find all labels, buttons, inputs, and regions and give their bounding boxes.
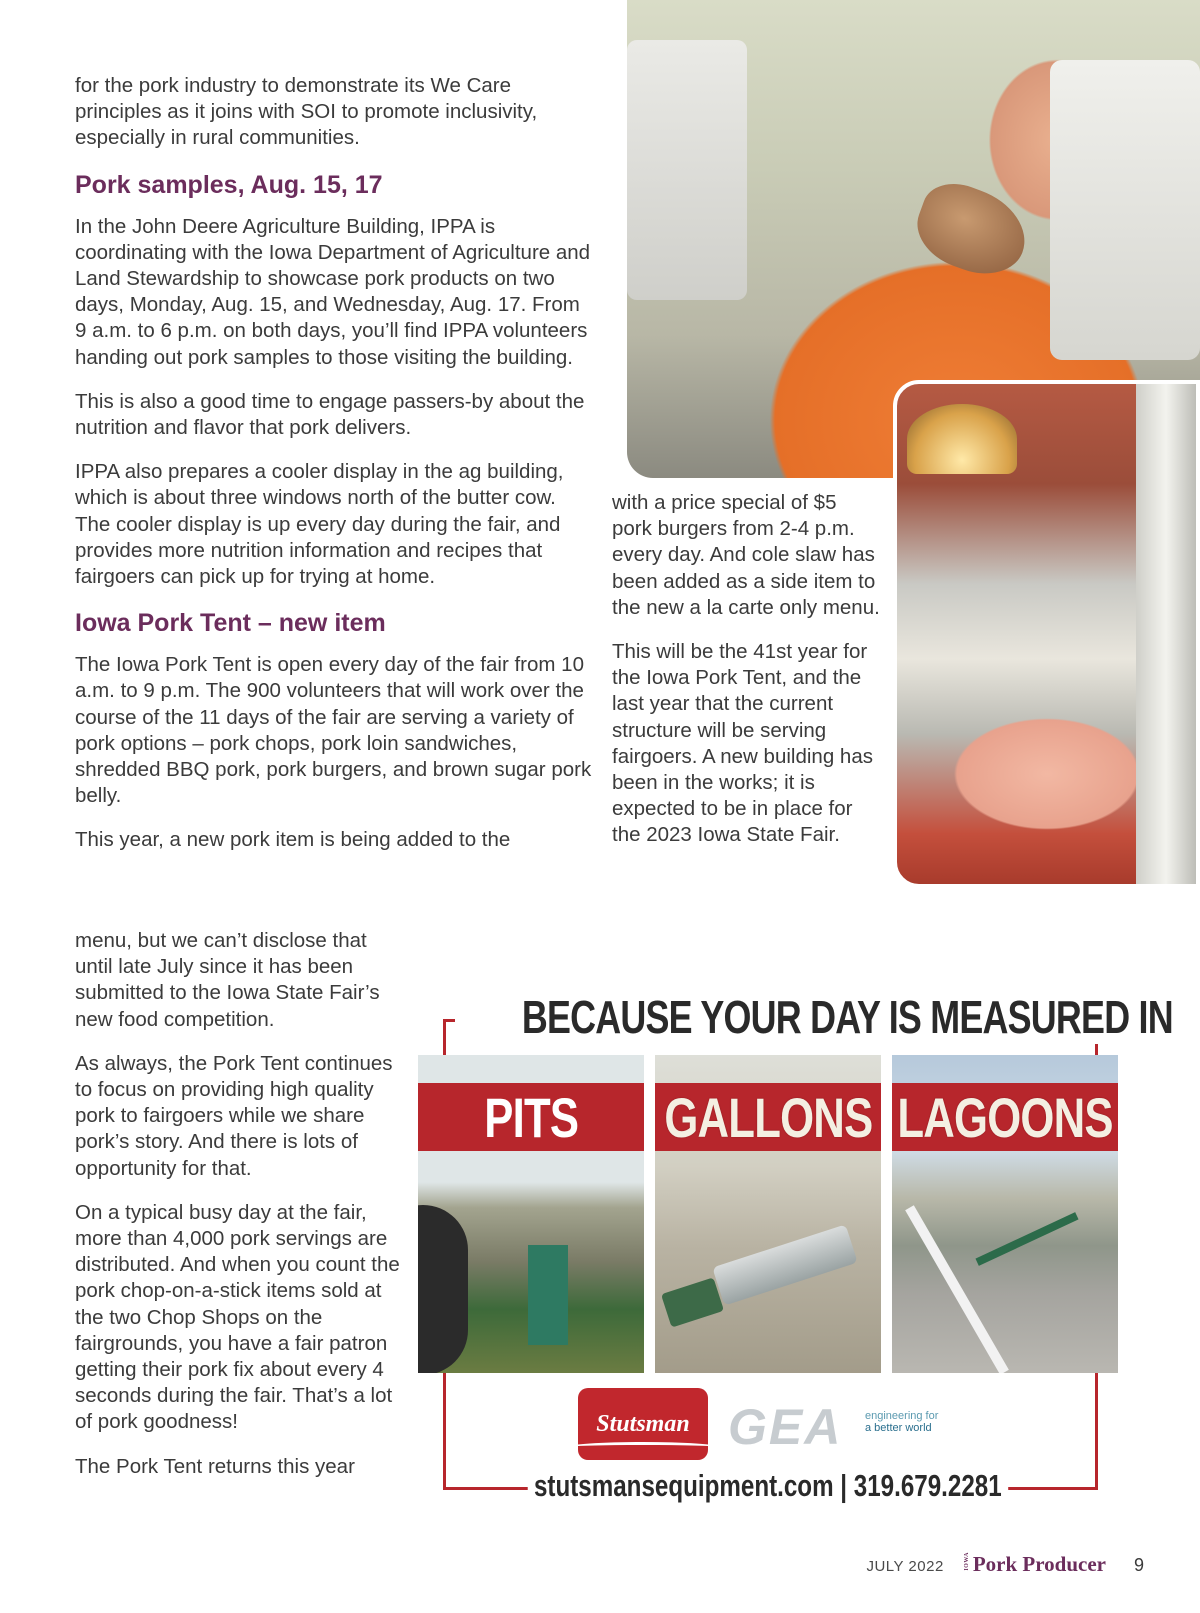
left-article-column	[75, 73, 595, 854]
right-article-column	[612, 490, 882, 867]
page-footer	[866, 1552, 1144, 1577]
page-number: 9	[1133, 1555, 1144, 1575]
ad-photo-tractor	[661, 1277, 724, 1327]
magazine-brand	[964, 1552, 1106, 1577]
photo-pen-rail	[1136, 384, 1196, 884]
ad-photo-tanker	[712, 1224, 858, 1305]
paragraph: with a price special of $5 pork burgers from 2-4 p.m. every day. And cole slaw has been added as a side item to the new a la carte only menu.	[612, 491, 880, 619]
issue-date: JULY 2022	[866, 1558, 944, 1575]
ad-photo-agitator-arm	[905, 1205, 1009, 1373]
paragraph: This will be the 41st year for the Iowa Pork Tent, and the last year that the current structure will be serving fairgoers. A new building has been in the works; it is expected to be in place for the 2023 Iowa State Fair.	[612, 640, 873, 847]
brand-small: IOWA	[963, 1552, 970, 1571]
heading-pork-tent: Iowa Pork Tent – new item	[75, 609, 386, 638]
gea-logo[interactable]: GEA	[728, 1399, 843, 1455]
ad-photo-boom	[975, 1212, 1078, 1266]
gea-tagline-line: engineering for	[865, 1410, 939, 1422]
heading-pork-samples: Pork samples, Aug. 15, 17	[75, 170, 383, 199]
gea-tagline	[865, 1410, 938, 1434]
stutsman-logo[interactable]	[578, 1388, 708, 1460]
ad-panel-label: PITS	[484, 1085, 578, 1149]
gea-tagline-line: a better world	[865, 1422, 932, 1434]
ad-photo-pump	[528, 1245, 568, 1345]
ad-panel-lagoons	[892, 1055, 1118, 1373]
photo-pork-chop	[907, 174, 1038, 287]
ad-contact-link[interactable]: stutsmansequipment.com | 319.679.2281	[528, 1468, 1008, 1504]
paragraph: This year, a new pork item is being added to the	[75, 828, 511, 852]
ad-panel-label: GALLONS	[663, 1085, 873, 1149]
brand-name: Pork Producer	[972, 1552, 1106, 1576]
photo-background-chair	[627, 40, 747, 300]
ad-headline: BECAUSE YOUR DAY IS MEASURED IN	[512, 990, 1182, 1044]
logo-swoosh	[578, 1442, 708, 1452]
stutsman-logo-text: Stutsman	[596, 1410, 690, 1437]
paragraph: On a typical busy day at the fair, more than 4,000 pork servings are distributed. And when you count the pork chop-on-a-stick items sold at the two Chop Shops on the fairgrounds, you have a fair patron getting their pork fix about every 4 seconds during the fair. That’s a lot of pork goodness!	[75, 1200, 400, 1434]
ad-panel-label: LAGOONS	[897, 1085, 1113, 1149]
paragraph: The Pork Tent returns this year	[75, 1454, 355, 1478]
paragraph: This is also a good time to engage passers-by about the nutrition and flavor that pork delivers.	[75, 389, 585, 440]
paragraph: The Iowa Pork Tent is open every day of the fair from 10 a.m. to 9 p.m. The 900 volunteers that will work over the course of the 11 days of the fair are serving a variety of pork options – pork chops, pork loin sandwiches, shredded BBQ pork, pork burgers, and brown sugar pork belly.	[75, 653, 592, 808]
left-narrow-column	[75, 928, 405, 1498]
intro-paragraph: for the pork industry to demonstrate its We Care principles as it joins with SOI to promote inclusivity, especially in rural communities.	[75, 74, 538, 150]
paragraph: IPPA also prepares a cooler display in the ag building, which is about three windows north of the butter cow. The cooler display is up every day during the fair, and provides more nutrition information and recipes that fairgoers can pick up for trying at home.	[75, 460, 564, 589]
ad-panel-pits	[418, 1055, 644, 1373]
paragraph: In the John Deere Agriculture Building, IPPA is coordinating with the Iowa Department of Agriculture and Land Stewardship to showcase pork products on two days, Monday, Aug. 15, and Wednesday, Aug. 17. From 9 a.m. to 6 p.m. on both days, you’ll find IPPA volunteers handing out pork samples to those visiting the building.	[75, 214, 591, 369]
paragraph: menu, but we can’t disclose that until late July since it has been submitted to the Iowa State Fair’s new food competition.	[75, 929, 380, 1031]
ad-photo-tractor	[418, 1205, 468, 1373]
photo-background-chair	[1050, 60, 1200, 360]
stutsman-advertisement[interactable]	[418, 990, 1173, 1520]
photo-heat-lamp	[907, 404, 1017, 474]
ad-panel-gallons	[655, 1055, 881, 1373]
paragraph: As always, the Pork Tent continues to focus on providing high quality pork to fairgoers while we share pork’s story. And there is lots of opportunity for that.	[75, 1051, 393, 1180]
ad-logos	[578, 1388, 998, 1468]
photo-children-watching-piglets	[893, 380, 1200, 888]
